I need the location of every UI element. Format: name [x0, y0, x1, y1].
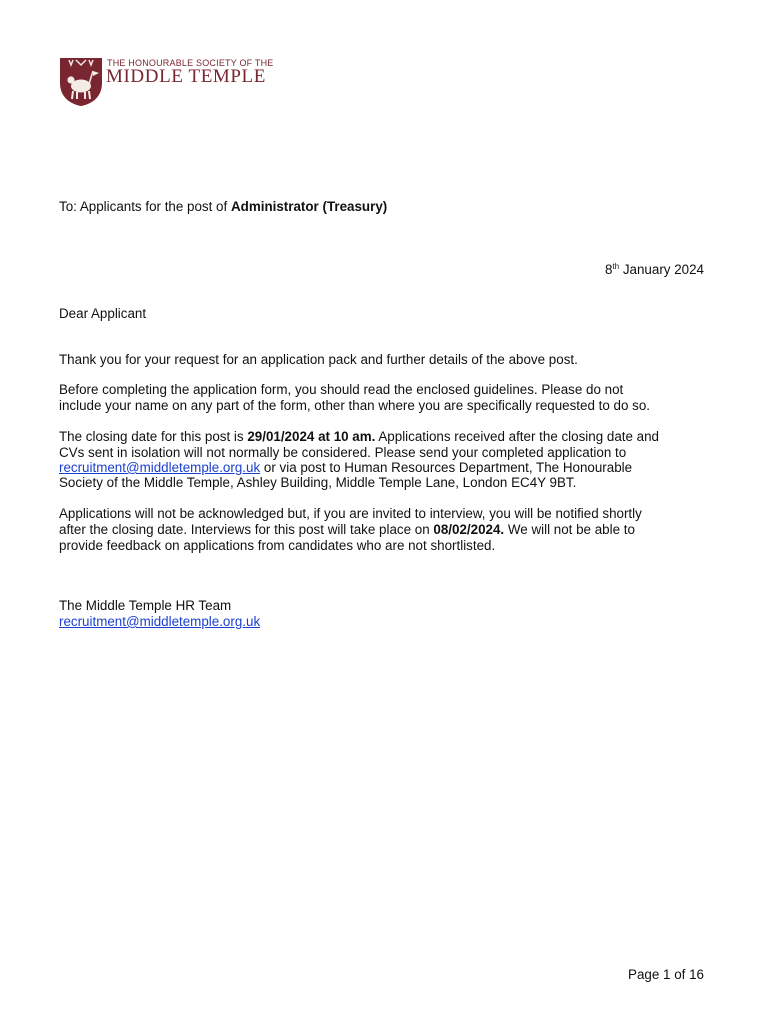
paragraph-4-line-3: provide feedback on applications from candidates who are not shortlisted. — [59, 538, 496, 553]
middle-temple-logo — [59, 57, 279, 107]
paragraph-3-line-4: Society of the Middle Temple, Ashley Building, Middle Temple Lane, London EC4Y 9BT. — [59, 475, 577, 490]
interview-suffix: We will not be able to — [507, 522, 635, 537]
paragraph-3-line-3 — [59, 460, 632, 476]
signoff-team: The Middle Temple HR Team — [59, 598, 232, 613]
date-rest: January 2024 — [622, 262, 704, 277]
to-line — [59, 199, 387, 215]
closing-date: 29/01/2024 at 10 am. — [247, 429, 376, 444]
paragraph-3-line-2: CVs sent in isolation will not normally be considered. Please send your completed application to — [59, 445, 627, 460]
signoff-email-line — [59, 614, 260, 630]
interview-prefix: after the closing date. Interviews for this post will take place on — [59, 522, 430, 537]
logo-wordmark: MIDDLE TEMPLE — [106, 66, 266, 87]
letter-date — [605, 259, 704, 278]
logo-tagline: THE HONOURABLE SOCIETY OF THE — [107, 58, 274, 68]
interview-date: 08/02/2024. — [433, 522, 505, 537]
salutation: Dear Applicant — [59, 306, 147, 321]
postal-address-part: or via post to Human Resources Department, The Honourable — [263, 460, 633, 475]
paragraph-4-line-2 — [59, 522, 635, 538]
to-prefix: To: Applicants for the post of — [59, 199, 228, 214]
lamb-crest-icon — [59, 57, 103, 107]
paragraph-4-line-1: Applications will not be acknowledged but, if you are invited to interview, you will be notified shortly — [59, 506, 642, 521]
date-day: 8 — [604, 262, 613, 277]
page-number: Page 1 of 16 — [628, 967, 704, 982]
post-title: Administrator (Treasury) — [230, 199, 388, 214]
closing-date-suffix: Applications received after the closing date and — [378, 429, 660, 444]
date-suffix: th — [612, 262, 620, 271]
paragraph-2-line-1: Before completing the application form, you should read the enclosed guidelines. Please do not — [59, 382, 624, 397]
recruitment-email-link[interactable]: recruitment@middletemple.org.uk — [59, 460, 261, 475]
closing-date-prefix: The closing date for this post is — [59, 429, 244, 444]
paragraph-3-line-1 — [59, 429, 659, 445]
paragraph-2-line-2: include your name on any part of the form, other than where you are specifically requested to do so. — [59, 398, 651, 413]
signoff-email-link[interactable]: recruitment@middletemple.org.uk — [59, 614, 261, 629]
paragraph-1: Thank you for your request for an application pack and further details of the above post. — [59, 352, 578, 367]
